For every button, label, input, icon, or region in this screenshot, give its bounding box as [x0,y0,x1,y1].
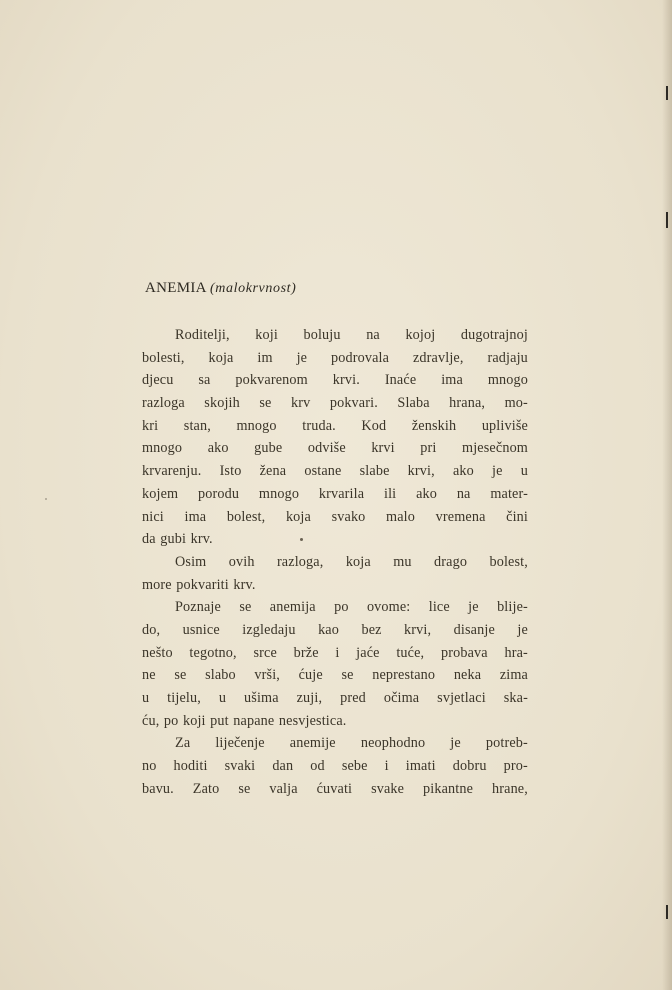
text-word: neka [453,667,482,684]
text-word: pred [340,690,366,706]
text-word: mo- [504,395,528,412]
text-word: krvi, [407,463,435,480]
text-word: ću, [142,712,160,729]
text-word: ženskih [411,417,457,434]
text-word: pokvariti [176,576,229,593]
text-word: je [468,599,479,616]
text-line [142,437,528,460]
text-line [142,415,528,438]
text-word: Osim [175,553,207,570]
text-word: ima [441,372,463,389]
text-line [142,528,528,551]
text-word: tijelu, [167,690,201,706]
text-line [142,596,528,619]
text-word: se [174,667,187,684]
text-word: anemija [269,599,316,616]
text-word: dugotrajnoj [460,327,528,343]
text-word: razloga [142,395,185,412]
text-word: podrovala [331,349,390,366]
text-line [142,687,528,710]
text-word: kojoj [405,327,436,343]
text-word: koja [285,508,311,525]
text-word: disanje [453,621,495,638]
text-word: svako [331,508,366,525]
text-word: kojem [142,485,179,502]
text-word: blije- [497,599,528,616]
text-word: se [238,780,251,797]
text-word: Poznaje [175,599,221,616]
text-word: odviše [307,440,346,457]
text-word: tuće, [396,644,425,661]
text-word: ćuje [298,667,323,684]
text-word: anemije [289,735,336,752]
text-line [142,664,528,687]
text-word: bolest, [226,508,266,525]
text-word: mnogo [142,440,183,457]
text-word: Kod [361,417,387,434]
text-word: izgledaju [242,621,296,638]
text-word: se [239,599,252,616]
text-word: po [334,599,349,616]
text-word: Za [175,735,191,752]
text-word: bolest, [489,553,528,570]
text-word: ovome: [366,599,411,616]
text-word: napane [233,712,275,729]
text-line [142,324,528,347]
text-word: do, [142,621,161,638]
text-word: čini [506,508,528,525]
text-word: pikantne [423,780,474,797]
text-word: kao [318,621,339,638]
text-word: more [142,576,172,593]
text-word: Zato [192,780,220,797]
text-line [142,732,528,755]
text-line [142,778,528,801]
text-line [142,369,528,392]
text-word: neophodno [360,735,426,752]
text-word: u [520,463,528,480]
edge-mark [666,86,668,100]
text-word: nešto [142,644,173,661]
text-word: ako [207,440,229,457]
text-word: ćuvati [316,780,353,797]
text-word: srce [253,644,277,661]
text-word: je [450,735,461,752]
text-word: bez [361,621,382,638]
text-word: skojih [204,395,240,412]
text-line [142,483,528,506]
heading-subtitle: (malokrvnost) [210,281,297,296]
text-word: krv. [233,576,256,593]
text-word: gube [254,440,283,457]
text-word: u [218,690,227,706]
text-word: ska- [503,690,528,706]
text-word: svjetlaci [437,690,486,706]
text-word: zuji, [296,690,323,706]
text-line [142,619,528,642]
text-line [142,460,528,483]
text-word: slabo [205,667,236,684]
text-line [142,392,528,415]
text-word: put [210,712,229,729]
text-word: dobru [452,758,487,775]
text-word: Inaće [384,372,417,389]
text-word: hrane, [492,780,528,797]
text-word: koja [345,553,371,570]
text-word: se [259,395,272,412]
text-word: radjaju [487,349,528,366]
text-line [142,755,528,778]
text-word: na [366,327,380,343]
text-word: se [341,667,354,684]
text-word: mjesečnom [462,440,528,457]
text-word: tegotno, [189,644,237,661]
text-word: ako [452,463,474,480]
text-word: pokvarenom [235,372,308,389]
text-word: pro- [503,758,528,775]
text-word: kri [142,417,159,434]
text-line [142,506,528,529]
text-word: slabe [359,463,390,480]
text-word: dan [272,758,294,775]
text-word: bolesti, [142,349,185,366]
text-word: probava [440,644,488,661]
text-word: Isto [219,463,242,480]
text-word: od [310,758,325,775]
text-word: truda. [302,417,336,434]
text-word: potreb- [485,735,528,752]
edge-mark [666,905,668,919]
text-word: pokvari. [329,395,378,412]
text-word: malo [386,508,416,525]
text-word: boluju [303,327,341,343]
text-word: po [163,712,179,729]
text-word: koji [255,327,278,343]
text-word: žena [259,463,287,480]
text-line [142,642,528,665]
text-word: hoditi [173,758,208,775]
text-word: usnice [182,621,220,638]
text-word: krvarenju. [142,463,202,480]
text-word: mnogo [258,485,300,502]
text-word: mnogo [487,372,528,389]
text-word: krv [290,395,311,412]
text-word: vremena [435,508,486,525]
text-word: svaki [224,758,256,775]
text-word: imati [405,758,436,775]
text-word: porodu [198,485,240,502]
text-line [142,710,528,733]
text-word: krvi [371,440,395,457]
text-word: djecu [142,372,174,389]
text-word: i [384,758,389,775]
text-word: koji [182,712,206,729]
text-word: sa [198,372,211,389]
text-word: i [335,644,340,661]
text-word: krvi, [404,621,432,638]
text-word: valja [269,780,298,797]
text-word: bavu. [142,780,174,797]
text-word: pri [420,440,437,457]
text-word: lice [428,599,450,616]
text-word: ovih [228,553,255,570]
text-word: brže [293,644,319,661]
text-word: sebe [341,758,368,775]
page-edge-shadow [662,0,672,990]
text-word: da [142,531,156,548]
paper-speck [45,498,47,500]
text-word: koja [208,349,234,366]
text-word: zima [499,667,528,684]
text-word: drago [434,553,468,570]
text-word: krvarila [318,485,365,502]
text-word: vrši, [254,667,280,684]
text-word: jaće [356,644,380,661]
text-word: razloga, [276,553,324,570]
text-word: upliviše [481,417,528,434]
text-word: je [517,621,528,638]
text-line [142,551,528,574]
text-word: mu [393,553,412,570]
text-word: krvi. [332,372,360,389]
text-word: je [492,463,503,480]
text-word: hra- [504,644,528,661]
text-word: no [142,758,157,775]
text-word: ušima [244,690,279,706]
text-word: mnogo [236,417,277,434]
text-word: gubi [160,531,187,548]
text-word: nesvjestica. [278,712,347,729]
text-word: krv. [190,531,213,548]
text-word: na [456,485,471,502]
edge-mark [666,212,668,228]
text-word: svake [371,780,405,797]
page-heading [145,280,296,297]
text-word: ostane [304,463,342,480]
text-word: hrana, [449,395,486,412]
text-word: u [142,690,150,706]
text-word: im [257,349,273,366]
text-word: ili [384,485,397,502]
text-line [142,574,528,597]
text-word: liječenje [215,735,265,752]
text-word: neprestano [372,667,436,684]
text-word: stan, [183,417,211,434]
text-word: ako [416,485,438,502]
text-word: ne [142,667,156,684]
text-word: Slaba [397,395,430,412]
body-text [142,324,528,800]
text-word: nici [142,508,164,525]
text-word: je [296,349,308,366]
text-word: zdravlje, [412,349,464,366]
text-word: ima [184,508,207,525]
text-word: mater- [490,485,528,502]
heading-title: ANEMIA [145,280,206,296]
text-word: očima [383,690,420,706]
text-word: Roditelji, [175,327,230,343]
text-line [142,347,528,370]
